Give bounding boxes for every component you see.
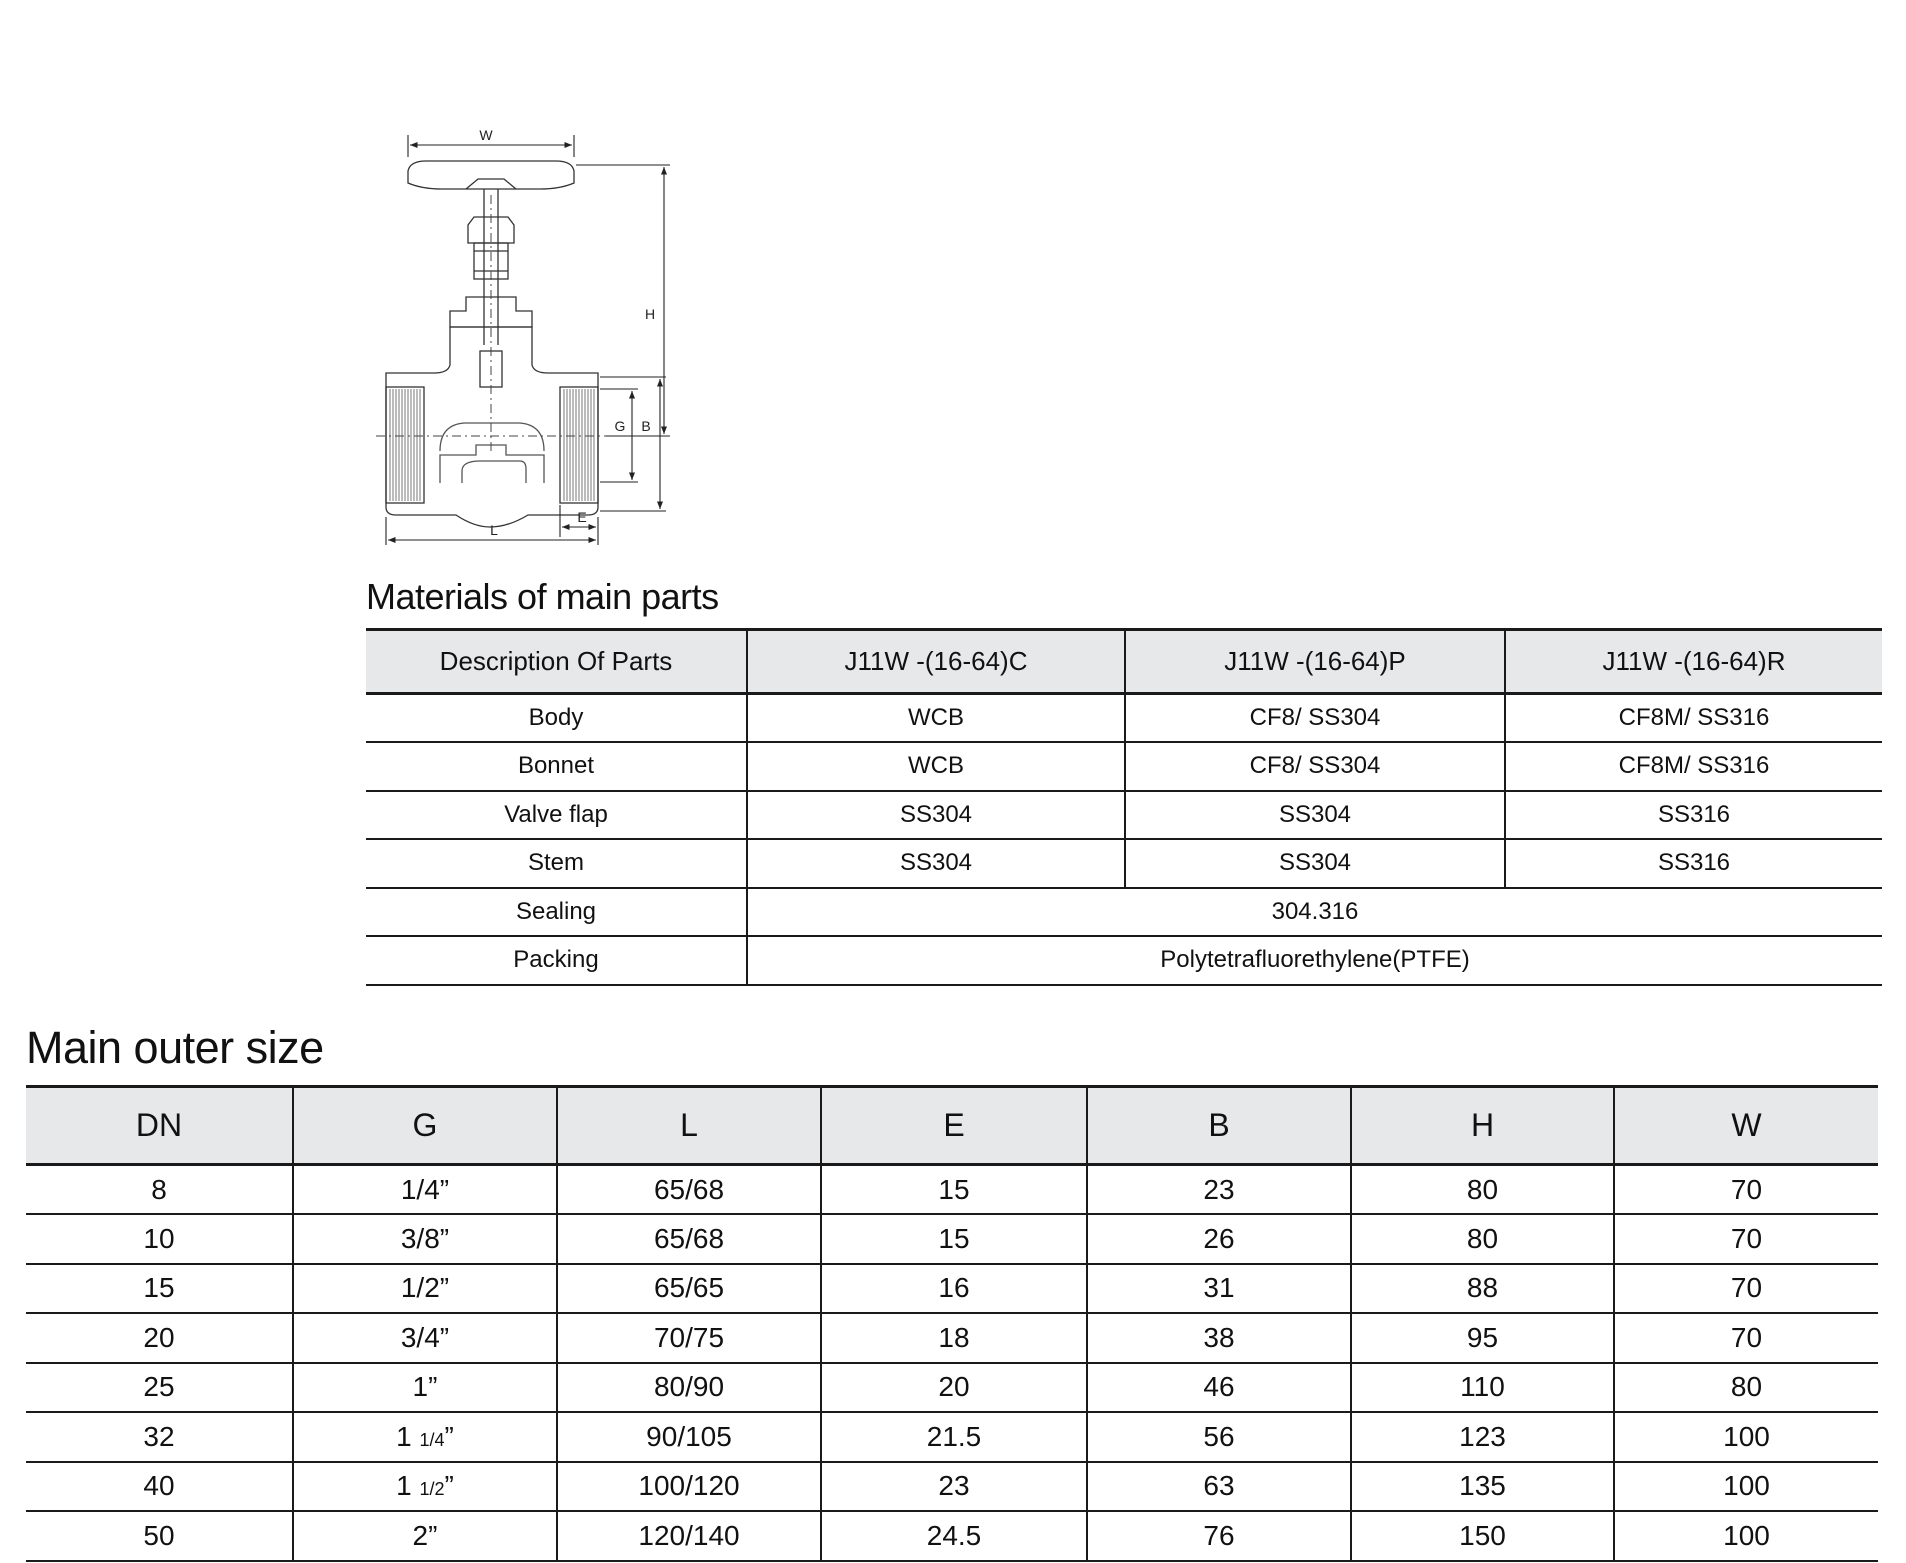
size-dn: 10 — [26, 1214, 293, 1264]
part-name: Bonnet — [366, 742, 747, 791]
size-l: 90/105 — [557, 1412, 821, 1462]
dim-label-w: W — [479, 127, 493, 143]
header-h: H — [1351, 1087, 1614, 1165]
size-g-whole: 3/8 — [400, 1222, 440, 1254]
size-b: 23 — [1087, 1165, 1351, 1215]
size-g-inch-mark: ” — [428, 1371, 438, 1403]
table-row — [366, 742, 1882, 791]
size-w: 70 — [1614, 1264, 1878, 1314]
size-l: 100/120 — [557, 1462, 821, 1512]
size-l: 65/65 — [557, 1264, 821, 1314]
table-row — [366, 694, 1882, 743]
size-g-whole: 3/4 — [400, 1321, 440, 1353]
material-all-models: Polytetrafluorethylene(PTFE) — [747, 936, 1882, 985]
size-g — [293, 1462, 557, 1512]
size-h: 80 — [1351, 1214, 1614, 1264]
size-h: 80 — [1351, 1165, 1614, 1215]
size-l: 80/90 — [557, 1363, 821, 1413]
size-g-inch-mark: ” — [444, 1470, 454, 1502]
header-model-r: J11W -(16-64)R — [1505, 630, 1882, 694]
table-row — [366, 839, 1882, 888]
material-p: SS304 — [1125, 839, 1505, 888]
size-e: 20 — [821, 1363, 1087, 1413]
table-row — [26, 1313, 1878, 1363]
size-g-inch-mark: ” — [439, 1173, 450, 1205]
table-row — [26, 1412, 1878, 1462]
handwheel-shape — [408, 161, 574, 189]
table-row — [26, 1264, 1878, 1314]
dim-label-e: E — [577, 509, 587, 525]
size-table-body — [26, 1165, 1878, 1561]
size-dn: 25 — [26, 1363, 293, 1413]
material-c: WCB — [747, 742, 1125, 791]
size-g — [293, 1313, 557, 1363]
size-g-whole: 1/2 — [400, 1272, 440, 1304]
size-w: 100 — [1614, 1511, 1878, 1561]
size-g — [293, 1165, 557, 1215]
size-w: 100 — [1614, 1412, 1878, 1462]
header-description: Description Of Parts — [366, 630, 747, 694]
table-row — [26, 1462, 1878, 1512]
header-dn: DN — [26, 1087, 293, 1165]
size-g — [293, 1363, 557, 1413]
size-dn: 40 — [26, 1462, 293, 1512]
size-g — [293, 1214, 557, 1264]
size-l: 120/140 — [557, 1511, 821, 1561]
dim-label-g: G — [614, 418, 626, 434]
size-g-fraction: 1/2 — [419, 1479, 445, 1500]
table-row — [366, 936, 1882, 985]
size-w: 70 — [1614, 1165, 1878, 1215]
size-e: 24.5 — [821, 1511, 1087, 1561]
size-g-whole: 1 — [412, 1371, 429, 1403]
valve-dimension-diagram — [370, 125, 730, 545]
part-name: Body — [366, 694, 747, 743]
size-dn: 8 — [26, 1165, 293, 1215]
size-g-whole: 1/4 — [400, 1173, 440, 1205]
size-e: 15 — [821, 1165, 1087, 1215]
size-dn: 50 — [26, 1511, 293, 1561]
material-r: SS316 — [1505, 839, 1882, 888]
size-b: 76 — [1087, 1511, 1351, 1561]
table-row — [26, 1511, 1878, 1561]
size-dn: 20 — [26, 1313, 293, 1363]
table-row — [366, 888, 1882, 937]
material-c: SS304 — [747, 791, 1125, 840]
dim-label-h: H — [644, 306, 656, 322]
materials-table-body — [366, 694, 1882, 985]
size-e: 15 — [821, 1214, 1087, 1264]
table-row — [26, 1363, 1878, 1413]
header-l: L — [557, 1087, 821, 1165]
material-c: SS304 — [747, 839, 1125, 888]
size-w: 100 — [1614, 1462, 1878, 1512]
size-l: 65/68 — [557, 1214, 821, 1264]
size-l: 70/75 — [557, 1313, 821, 1363]
table-row — [26, 1214, 1878, 1264]
header-e: E — [821, 1087, 1087, 1165]
part-name: Packing — [366, 936, 747, 985]
table-row — [366, 791, 1882, 840]
size-b: 31 — [1087, 1264, 1351, 1314]
size-g-inch-mark: ” — [439, 1272, 450, 1304]
size-b: 38 — [1087, 1313, 1351, 1363]
material-r: CF8M/ SS316 — [1505, 694, 1882, 743]
material-p: SS304 — [1125, 791, 1505, 840]
size-g-whole: 1 — [396, 1470, 420, 1502]
size-e: 18 — [821, 1313, 1087, 1363]
size-w: 70 — [1614, 1313, 1878, 1363]
size-section-title: Main outer size — [26, 1022, 324, 1073]
size-g — [293, 1412, 557, 1462]
size-w: 80 — [1614, 1363, 1878, 1413]
header-model-p: J11W -(16-64)P — [1125, 630, 1505, 694]
size-g — [293, 1264, 557, 1314]
header-b: B — [1087, 1087, 1351, 1165]
valve-body-shape — [386, 327, 598, 527]
materials-header-row — [366, 630, 1882, 694]
size-b: 26 — [1087, 1214, 1351, 1264]
size-h: 95 — [1351, 1313, 1614, 1363]
material-c: WCB — [747, 694, 1125, 743]
size-table — [26, 1085, 1878, 1562]
part-name: Stem — [366, 839, 747, 888]
header-w: W — [1614, 1087, 1878, 1165]
size-b: 63 — [1087, 1462, 1351, 1512]
size-g — [293, 1511, 557, 1561]
size-e: 16 — [821, 1264, 1087, 1314]
header-g: G — [293, 1087, 557, 1165]
part-name: Sealing — [366, 888, 747, 937]
size-h: 135 — [1351, 1462, 1614, 1512]
size-h: 110 — [1351, 1363, 1614, 1413]
size-g-fraction: 1/4 — [419, 1429, 445, 1450]
table-row — [26, 1165, 1878, 1215]
material-all-models: 304.316 — [747, 888, 1882, 937]
dim-label-l: L — [490, 522, 498, 538]
dim-label-b: B — [641, 418, 651, 434]
size-g-inch-mark: ” — [444, 1420, 454, 1452]
size-g-inch-mark: ” — [428, 1519, 438, 1551]
size-g-inch-mark: ” — [439, 1321, 450, 1353]
size-header-row — [26, 1087, 1878, 1165]
material-p: CF8/ SS304 — [1125, 694, 1505, 743]
material-r: SS316 — [1505, 791, 1882, 840]
material-r: CF8M/ SS316 — [1505, 742, 1882, 791]
size-b: 46 — [1087, 1363, 1351, 1413]
header-model-c: J11W -(16-64)C — [747, 630, 1125, 694]
size-l: 65/68 — [557, 1165, 821, 1215]
size-w: 70 — [1614, 1214, 1878, 1264]
size-e: 23 — [821, 1462, 1087, 1512]
size-b: 56 — [1087, 1412, 1351, 1462]
size-h: 88 — [1351, 1264, 1614, 1314]
part-name: Valve flap — [366, 791, 747, 840]
size-g-whole: 2 — [412, 1519, 429, 1551]
size-dn: 32 — [26, 1412, 293, 1462]
materials-section-title: Materials of main parts — [366, 576, 719, 617]
material-p: CF8/ SS304 — [1125, 742, 1505, 791]
materials-table — [366, 628, 1882, 986]
size-g-inch-mark: ” — [439, 1222, 450, 1254]
size-e: 21.5 — [821, 1412, 1087, 1462]
size-h: 123 — [1351, 1412, 1614, 1462]
size-g-whole: 1 — [396, 1420, 420, 1452]
size-dn: 15 — [26, 1264, 293, 1314]
size-h: 150 — [1351, 1511, 1614, 1561]
